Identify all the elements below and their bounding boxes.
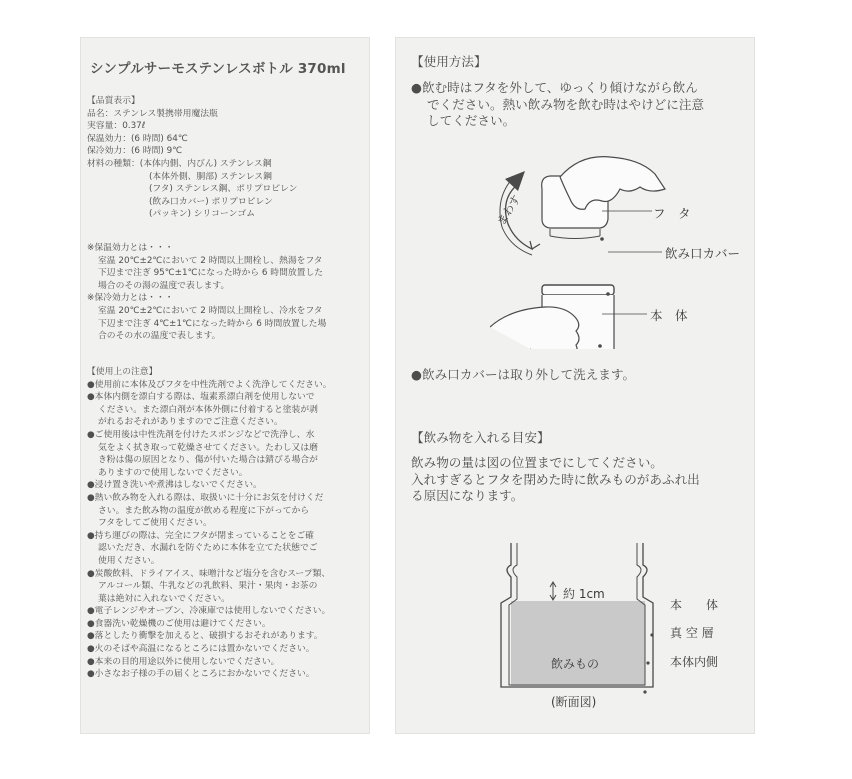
caution-line: ●本来の目的用途以外に使用しないでください。	[87, 656, 280, 667]
caution-line: ●浸け置き洗いや煮沸はしないでください。	[87, 480, 262, 491]
fill-guide-line: 入れすぎるとフタを閉めた時に飲みものがあふれ出	[411, 471, 700, 487]
quality-line: 保冷効力：(6 時間) 9℃	[87, 146, 183, 157]
usage-method-line: ●飲む時はフタを外して、ゆっくり傾けながら飲ん	[411, 80, 698, 95]
note-line: 下辺まで注ぎ 95℃±1℃になった時から 6 時間放置した	[98, 268, 324, 279]
fill-guide-line: る原因になります。	[411, 488, 524, 503]
usage-cautions	[87, 366, 367, 681]
left-panel	[80, 37, 370, 734]
caution-line: さい。また飲み物の温度が飲める程度に下がってから	[98, 505, 310, 516]
caution-line: ●持ち運びの際は、完全にフタが閉まっていることをご確	[87, 530, 314, 541]
caution-line: ●落としたり衝撃を加えると、破損するおそれがあります。	[87, 631, 323, 642]
caution-line: ●使用前に本体及びフタを中性洗剤でよく洗浄してください。	[87, 379, 332, 390]
note-heading: ※保温効力とは・・・	[87, 243, 174, 253]
caution-line: 気をよく拭き取って乾燥させてください。たわし又は磨	[98, 442, 318, 453]
note-heading: ※保冷効力とは・・・	[87, 293, 174, 304]
note-line: 室温 20℃±2℃において 2 時間以上開栓し、熱湯をフタ	[98, 255, 323, 266]
material-line: (飲み口カバー) ポリプロピレン	[149, 196, 273, 207]
caution-line: ●本体内側を漂白する際は、塩素系漂白剤を使用しないで	[87, 392, 315, 403]
caution-line: き粉は傷の原因となり、傷が付いた場合は錆びる場合が	[98, 455, 318, 466]
rotate-arrow-label: まわす	[494, 192, 524, 228]
quality-heading: 【品質表示】	[87, 96, 140, 106]
caution-line: ●小さなお子様の手の届くところにおかないでください。	[87, 669, 315, 680]
note-line: 場合のその湯の温度で表します。	[98, 280, 230, 291]
material-line: (本体外側、胴部) ステンレス鋼	[149, 171, 272, 182]
quality-line: 材料の種類：(本体内側、内びん) ステンレス鋼	[87, 158, 272, 169]
usage-method-line: でください。熱い飲み物を飲む時はやけどに注意	[427, 96, 705, 112]
section-caption: (断面図)	[551, 695, 597, 709]
fill-guide-text	[411, 455, 700, 505]
caution-line: アルコール類、牛乳などの乳飲料、果汁・果肉・お茶の	[98, 581, 318, 592]
caution-line: ●電子レンジやオーブン、冷凍庫では使用しないでください。	[87, 606, 331, 617]
drink-label: 飲みもの	[551, 657, 600, 671]
quality-line: 保温効力：(6 時間) 64℃	[87, 133, 188, 144]
usage-method-text	[411, 80, 704, 130]
lid-label: フ タ	[653, 206, 691, 221]
caution-line: 認いただき、水漏れを防ぐために本体を立てた状態でご	[98, 543, 318, 554]
fill-guide-heading: 【飲み物を入れる目安】	[411, 430, 550, 445]
caution-line: 使用ください。	[98, 555, 160, 566]
note-line: 室温 20℃±2℃において 2 時間以上開栓し、冷水をフタ	[98, 305, 323, 316]
material-line: (フタ) ステンレス鋼、ポリプロピレン	[149, 184, 298, 195]
usage-caution-heading: 【使用上の注意】	[87, 367, 158, 377]
vacuum-layer-label: 真 空 層	[670, 626, 714, 640]
note-line: 下辺まで注ぎ 4℃±1℃になった時から 6 時間放置した場	[98, 318, 327, 329]
caution-line: ●ご使用後は中性洗剤を付けたスポンジなどで洗浄し、水	[87, 429, 315, 440]
caution-line: ください。また漂白剤が本体外側に付着すると塗装が剥	[98, 404, 318, 415]
caution-line: 葉は絶対に入れないでください。	[98, 593, 230, 604]
material-line: (パッキン) シリコーンゴム	[149, 209, 255, 220]
quality-section	[87, 95, 367, 221]
caution-line: ●食器洗い乾燥機のご使用は避けてください。	[87, 618, 271, 629]
caution-line: ●炭酸飲料、ドライアイス、味噌汁など塩分を含むスープ類、	[87, 568, 331, 579]
caution-line: ●火のそばや高温になるところには置かないでください。	[87, 644, 315, 655]
efficiency-notes	[87, 242, 367, 343]
note-line: 合のその水の温度で表します。	[98, 331, 221, 342]
right-panel	[395, 37, 755, 734]
caution-line: ●熱い飲み物を入れる際は、取扱いに十分にお気を付けくだ	[87, 492, 324, 503]
caution-line: がれるおそれがありますのでご注意ください。	[98, 417, 283, 428]
outer-body-label: 本 体	[670, 598, 719, 612]
quality-line: 品名：ステンレス製携帯用魔法瓶	[87, 108, 218, 119]
product-title: シンプルサーモステンレスボトル 370ml	[90, 61, 346, 77]
fill-guide-line: 飲み物の量は図の位置までにしてください。	[411, 455, 663, 470]
caution-line: ありますので使用しないでください。	[98, 467, 248, 478]
quality-line: 実容量：0.37ℓ	[87, 121, 146, 132]
gap-label: 約 1cm	[563, 587, 605, 601]
inner-body-label: 本体内側	[670, 655, 719, 669]
wash-note: ●飲み口カバーは取り外して洗えます。	[411, 367, 636, 382]
usage-method-heading: 【使用方法】	[411, 54, 487, 69]
usage-method-line: してください。	[427, 113, 516, 128]
body-label: 本 体	[650, 308, 688, 323]
caution-line: フタをしてご使用ください。	[98, 518, 212, 529]
cover-label: 飲み口カバー	[665, 246, 741, 261]
cross-section-diagram	[495, 537, 695, 697]
